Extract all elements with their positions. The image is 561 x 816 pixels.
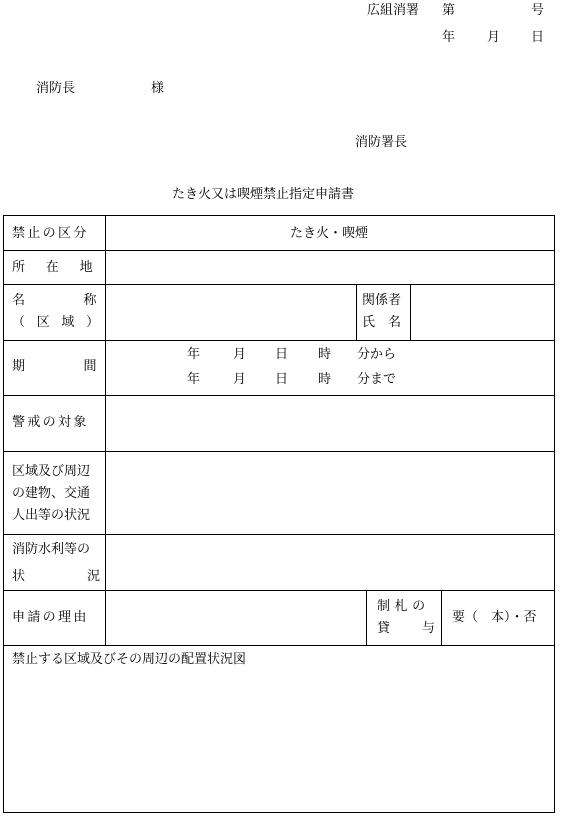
surroundings-label-line: 区域及び周辺 <box>12 464 91 479</box>
row-divider <box>4 590 554 591</box>
period-from-day: 日 <box>275 347 289 362</box>
related-party-label: 関係者 <box>362 293 402 308</box>
location-label: 所在地 <box>12 260 114 275</box>
row-divider <box>4 534 554 535</box>
surroundings-label-line: 人出等の状況 <box>12 508 91 523</box>
period-from-year: 年 <box>187 347 201 362</box>
layout-diagram-label: 禁止する区域及びその周辺の配置状況図 <box>12 652 247 667</box>
signboard-label-line1: 制札の <box>377 599 430 614</box>
name-label: 名称 <box>12 293 156 308</box>
signboard-label-lend-b: 与 <box>422 621 436 636</box>
number-prefix: 第 <box>442 3 456 18</box>
row-divider <box>4 645 554 646</box>
column-divider <box>356 284 357 340</box>
water-supply-label-status-b: 況 <box>87 569 101 584</box>
period-from-minute: 分から <box>357 347 397 362</box>
column-divider <box>441 590 442 645</box>
reason-label: 申請の理由 <box>12 610 89 625</box>
water-supply-label-status-a: 状 <box>12 569 26 584</box>
period-label: 期間 <box>12 359 156 374</box>
date-year: 年 <box>442 30 456 45</box>
office-label: 広組消署 <box>367 3 420 18</box>
guard-target-label: 警戒の対象 <box>12 415 89 430</box>
category-value: たき火・喫煙 <box>290 226 369 241</box>
column-divider <box>366 590 367 645</box>
period-to-month: 月 <box>233 372 247 387</box>
period-to-year: 年 <box>187 372 201 387</box>
date-day: 日 <box>531 30 545 45</box>
document-title: たき火又は喫煙禁止指定申請書 <box>172 187 355 202</box>
area-label: （区域） <box>12 315 111 330</box>
water-supply-label-line1: 消防水利等の <box>12 542 91 557</box>
row-divider <box>4 340 554 341</box>
category-label: 禁止の区分 <box>12 226 89 241</box>
row-divider <box>4 451 554 452</box>
date-month: 月 <box>487 30 501 45</box>
sender: 消防署長 <box>355 135 408 150</box>
signboard-label-lend-a: 貸 <box>377 621 391 636</box>
signboard-value: 要（ 本）・否 <box>452 610 537 625</box>
period-from-month: 月 <box>233 347 247 362</box>
period-to-minute: 分まで <box>357 372 397 387</box>
column-divider <box>410 284 411 340</box>
row-divider <box>4 284 554 285</box>
row-divider <box>4 395 554 396</box>
surroundings-label-line: の建物、交通 <box>12 486 91 501</box>
honorific: 様 <box>151 81 165 96</box>
row-divider <box>4 250 554 251</box>
period-from-hour: 時 <box>318 347 332 362</box>
column-divider <box>105 216 106 645</box>
period-to-hour: 時 <box>318 372 332 387</box>
related-name-label: 氏名 <box>362 315 415 330</box>
number-suffix: 号 <box>531 3 545 18</box>
period-to-day: 日 <box>275 372 289 387</box>
addressee: 消防長 <box>36 81 76 96</box>
